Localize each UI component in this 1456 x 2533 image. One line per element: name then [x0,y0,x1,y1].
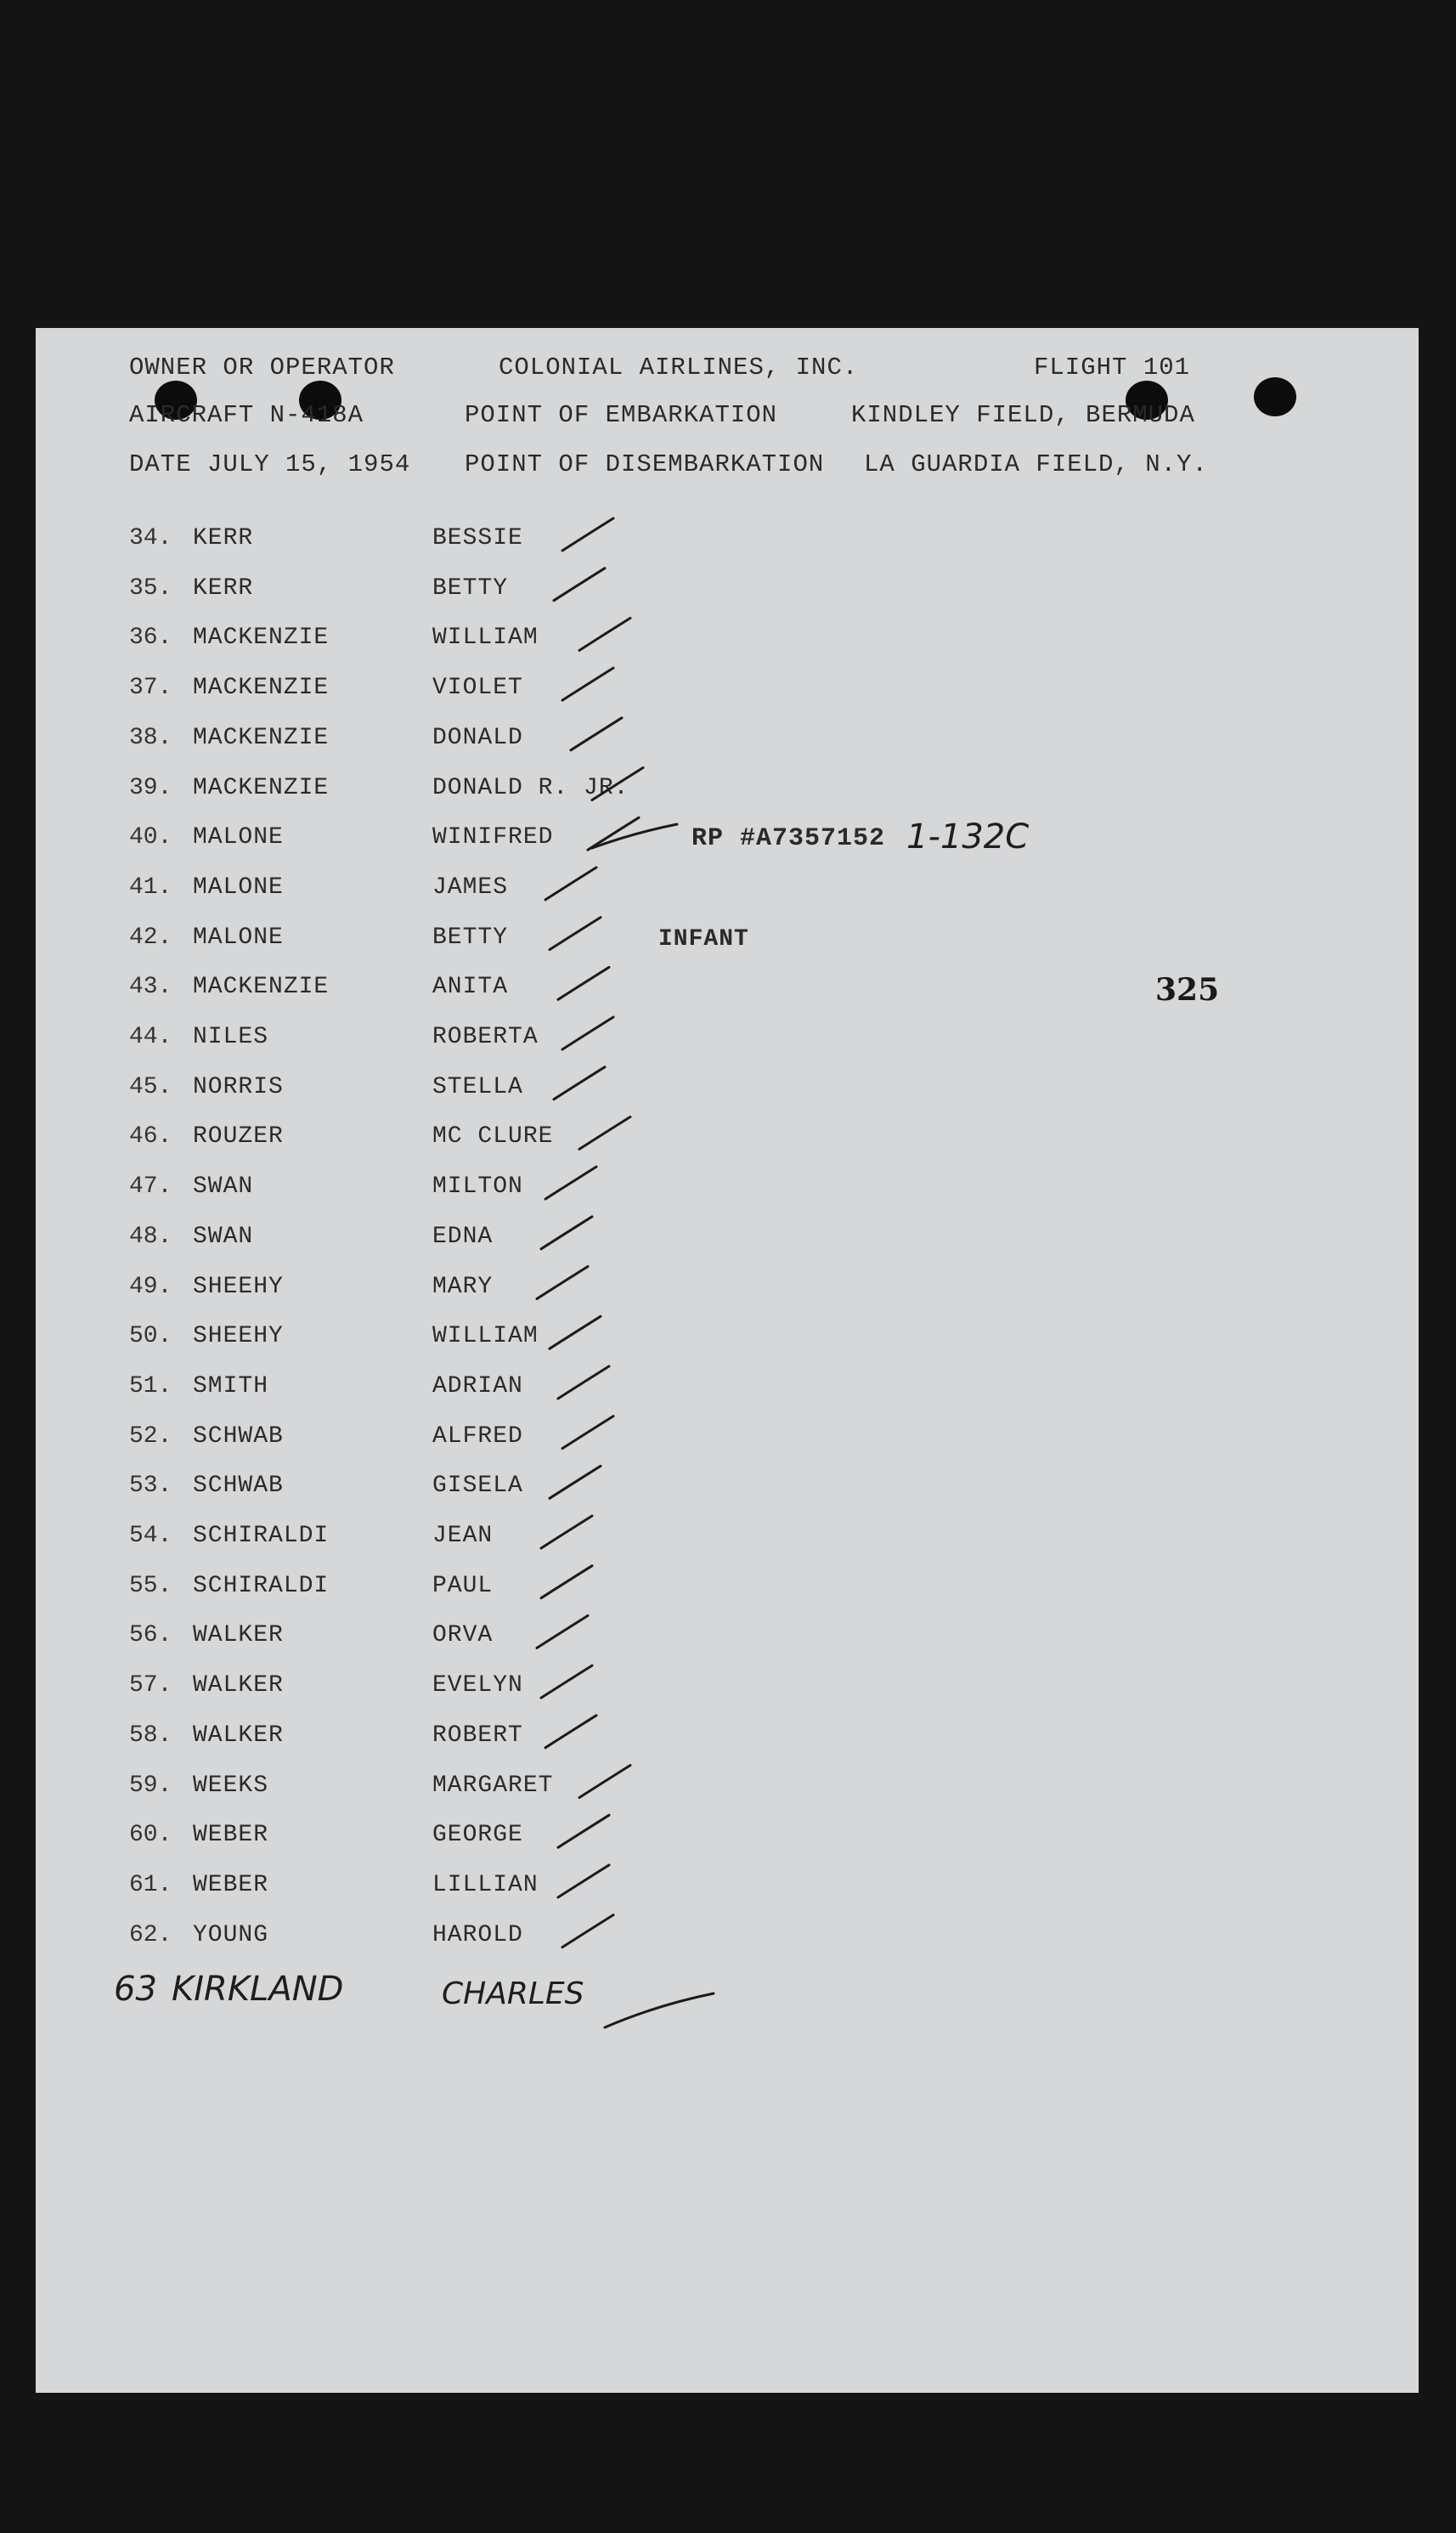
checkmark [545,1716,596,1748]
passenger-first-name: STELLA [432,1073,523,1100]
passenger-last-name: SCHWAB [193,1473,284,1500]
passenger-last-name: MALONE [193,874,284,901]
passenger-number: 55. [129,1572,172,1599]
passenger-first-name: EVELYN [432,1672,523,1699]
passenger-first-name: DONALD R. JR. [432,774,629,801]
passenger-last-name: MACKENZIE [193,724,330,751]
passenger-first-name: MC CLURE [432,1123,554,1151]
passenger-number: 38. [129,724,172,751]
passenger-number: 58. [129,1722,172,1749]
passenger-last-name: WEBER [193,1871,269,1898]
passenger-first-name: LILLIAN [432,1871,539,1898]
checkmark [550,1316,601,1348]
checkmark [605,1993,714,2027]
passenger-number: 50. [129,1323,172,1350]
checkmark [550,918,601,950]
passenger-first-name: HAROLD [432,1921,523,1948]
passenger-number: 42. [129,924,172,951]
passenger-number: 35. [129,574,172,602]
passenger-first-name: JEAN [432,1523,494,1549]
checkmark [562,668,613,700]
checkmark [588,817,639,850]
checkmark [558,1865,609,1897]
passenger-last-name: ROUZER [193,1123,284,1151]
handwritten-number: 63 [114,1970,157,2009]
passenger-number: 48. [129,1223,172,1250]
passenger-last-name: SMITH [193,1372,269,1399]
owner-label: OWNER OR OPERATOR [129,353,395,382]
passenger-last-name: MALONE [193,924,284,951]
disembarkation-label: POINT OF DISEMBARKATION [465,450,825,478]
passenger-first-name: GEORGE [432,1822,523,1849]
checkmark [541,1665,592,1698]
checkmark [579,618,630,650]
passenger-first-name: WINIFRED [432,824,554,851]
embarkation-label: POINT OF EMBARKATION [465,401,778,429]
passenger-number: 54. [129,1523,172,1549]
passenger-first-name: ROBERT [432,1722,523,1749]
passenger-first-name: WILLIAM [432,1323,539,1350]
passenger-first-name: ROBERTA [432,1024,539,1050]
passenger-first-name: MARY [432,1273,494,1300]
passenger-number: 34. [129,525,172,551]
passenger-first-name: ORVA [432,1622,494,1649]
passenger-last-name: SHEEHY [193,1323,284,1350]
passenger-number: 41. [129,874,172,901]
checkmark [545,868,596,900]
infant-note: INFANT [658,926,749,953]
rp-handwritten-code: 1-132C [906,817,1030,857]
passenger-number: 45. [129,1073,172,1100]
checkmark [562,1017,613,1049]
passenger-number: 47. [129,1173,172,1201]
passenger-last-name: MACKENZIE [193,774,330,801]
passenger-first-name: WILLIAM [432,625,539,652]
rp-number: RP #A7357152 [691,824,886,853]
passenger-number: 39. [129,774,172,801]
passenger-last-name: SCHIRALDI [193,1523,330,1549]
owner-value: COLONIAL AIRLINES, INC. [499,353,859,382]
passenger-number: 62. [129,1921,172,1948]
passenger-last-name: MACKENZIE [193,675,330,702]
passenger-last-name: WEEKS [193,1772,269,1799]
passenger-first-name: GISELA [432,1473,523,1500]
aircraft-number: AIRCRAFT N-418A [129,401,364,429]
passenger-first-name: ALFRED [432,1422,523,1450]
checkmark [558,1815,609,1847]
passenger-last-name: YOUNG [193,1921,269,1948]
passenger-number: 43. [129,974,172,1001]
passenger-first-name: DONALD [432,724,523,751]
checkmark [550,1466,601,1498]
checkmark [558,967,609,999]
embarkation-value: KINDLEY FIELD, BERMUDA [851,401,1195,429]
checkmark [579,1117,630,1149]
passenger-number: 36. [129,625,172,652]
passenger-first-name: BETTY [432,924,509,951]
page-stamp: 325 [1155,972,1220,1008]
passenger-first-name: ANITA [432,974,509,1001]
checkmark [571,718,622,750]
passenger-last-name: SCHIRALDI [193,1572,330,1599]
passenger-first-name: MARGARET [432,1772,554,1799]
manifest-page [36,328,1419,2393]
checkmark [592,824,677,848]
passenger-first-name: VIOLET [432,675,523,702]
passenger-last-name: WALKER [193,1672,284,1699]
passenger-number: 44. [129,1024,172,1050]
passenger-last-name: KERR [193,574,254,602]
passenger-last-name: SWAN [193,1223,254,1250]
passenger-number: 61. [129,1871,172,1898]
checkmark [579,1766,630,1798]
checkmark [537,1267,588,1299]
handwritten-first-name: CHARLES [442,1976,584,2011]
checkmark [562,1416,613,1449]
punch-hole [1254,377,1296,416]
checkmark [554,568,605,601]
passenger-last-name: NILES [193,1024,269,1050]
checkmark [554,1067,605,1100]
passenger-last-name: KERR [193,525,254,551]
passenger-first-name: EDNA [432,1223,494,1250]
handwritten-last-name: KIRKLAND [172,1970,344,2009]
passenger-last-name: NORRIS [193,1073,284,1100]
passenger-number: 60. [129,1822,172,1849]
flight-number: FLIGHT 101 [1034,353,1191,382]
passenger-first-name: BETTY [432,574,509,602]
passenger-number: 52. [129,1422,172,1450]
passenger-number: 56. [129,1622,172,1649]
passenger-first-name: MILTON [432,1173,523,1201]
passenger-last-name: MALONE [193,824,284,851]
checkmark [541,1516,592,1548]
passenger-last-name: WALKER [193,1622,284,1649]
passenger-last-name: SHEEHY [193,1273,284,1300]
passenger-last-name: WALKER [193,1722,284,1749]
passenger-number: 49. [129,1273,172,1300]
passenger-first-name: ADRIAN [432,1372,523,1399]
passenger-last-name: MACKENZIE [193,625,330,652]
passenger-first-name: PAUL [432,1572,494,1599]
checkmark [537,1615,588,1648]
checkmark [562,1915,613,1948]
passenger-last-name: WEBER [193,1822,269,1849]
checkmark [558,1366,609,1399]
passenger-number: 37. [129,675,172,702]
passenger-number: 46. [129,1123,172,1151]
passenger-number: 53. [129,1473,172,1500]
checkmark [541,1566,592,1598]
disembarkation-value: LA GUARDIA FIELD, N.Y. [864,450,1208,478]
passenger-last-name: SWAN [193,1173,254,1201]
flight-date: DATE JULY 15, 1954 [129,450,411,478]
passenger-first-name: JAMES [432,874,509,901]
passenger-first-name: BESSIE [432,525,523,551]
passenger-last-name: SCHWAB [193,1422,284,1450]
checkmark [545,1167,596,1199]
passenger-number: 59. [129,1772,172,1799]
checkmark [541,1217,592,1249]
passenger-number: 51. [129,1372,172,1399]
passenger-last-name: MACKENZIE [193,974,330,1001]
checkmark [562,518,613,551]
passenger-number: 57. [129,1672,172,1699]
passenger-number: 40. [129,824,172,851]
